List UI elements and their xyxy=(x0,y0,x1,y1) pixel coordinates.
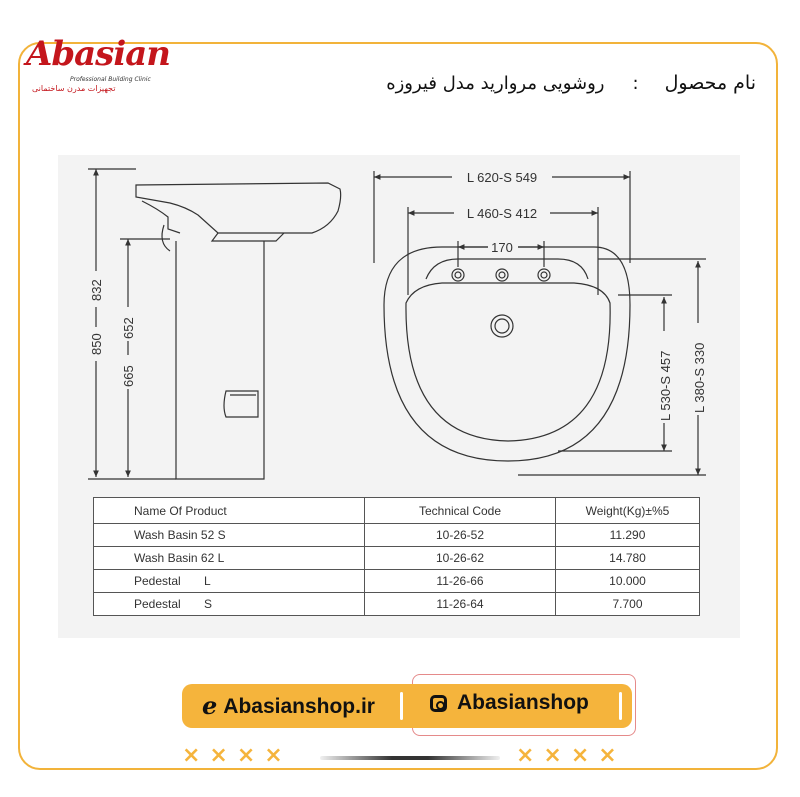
header-name: Name Of Product xyxy=(94,498,365,524)
basin-side-outline xyxy=(136,183,341,233)
product-name: روشویی مروارید مدل فیروزه xyxy=(386,73,605,94)
contact-divider xyxy=(400,692,403,720)
cell-weight: 7.700 xyxy=(556,593,700,616)
decoration-bar xyxy=(320,756,500,760)
instagram-icon xyxy=(430,695,447,712)
instagram-text: Abasianshop xyxy=(457,691,589,714)
header-code: Technical Code xyxy=(365,498,556,524)
dim-outer-depth: L 380-S 330 xyxy=(692,342,707,413)
dim-832: 832 xyxy=(89,279,104,301)
dim-inner-width: L 460-S 412 xyxy=(466,206,538,221)
spec-table xyxy=(93,497,700,616)
product-title xyxy=(386,72,756,94)
logo-farsi: تجهیزات مدرن ساختمانی xyxy=(32,84,116,93)
brand-logo xyxy=(10,28,178,100)
header-weight: Weight(Kg)±%5 xyxy=(556,498,700,524)
table-row xyxy=(94,524,700,547)
cell-code: 11-26-66 xyxy=(365,570,556,593)
table-row xyxy=(94,570,700,593)
dim-652: 652 xyxy=(121,317,136,339)
cell-code: 11-26-64 xyxy=(365,593,556,616)
website-text: Abasianshop.ir xyxy=(223,695,375,718)
dim-tap-spacing: 170 xyxy=(491,240,513,255)
cell-code: 10-26-52 xyxy=(365,524,556,547)
instagram-link[interactable] xyxy=(430,691,589,715)
contact-bar xyxy=(182,684,632,728)
cell-weight: 11.290 xyxy=(556,524,700,547)
pedestal-side xyxy=(176,241,264,479)
cell-weight: 14.780 xyxy=(556,547,700,570)
decoration-marks-right: ×××× xyxy=(516,743,626,768)
table-header-row xyxy=(94,498,700,524)
website-link[interactable] xyxy=(202,691,375,720)
logo-tagline: Professional Building Clinic xyxy=(70,76,151,83)
cell-name: Wash Basin 52 S xyxy=(94,524,365,547)
internet-explorer-icon: e xyxy=(202,691,218,720)
product-label: نام محصول xyxy=(664,72,756,94)
table-row xyxy=(94,593,700,616)
dim-inner-depth: L 530-S 457 xyxy=(658,350,673,421)
decoration-marks-left: ×××× xyxy=(182,743,292,768)
table-row xyxy=(94,547,700,570)
dim-850: 850 xyxy=(89,333,104,355)
cell-name: Pedestal S xyxy=(94,593,365,616)
product-separator: : xyxy=(632,73,639,94)
dim-665: 665 xyxy=(121,365,136,387)
cell-weight: 10.000 xyxy=(556,570,700,593)
cell-name: Pedestal L xyxy=(94,570,365,593)
logo-text: Abasian xyxy=(26,34,170,74)
cell-name: Wash Basin 62 L xyxy=(94,547,365,570)
cell-code: 10-26-62 xyxy=(365,547,556,570)
dim-outer-width: L 620-S 549 xyxy=(466,170,538,185)
contact-divider xyxy=(619,692,622,720)
